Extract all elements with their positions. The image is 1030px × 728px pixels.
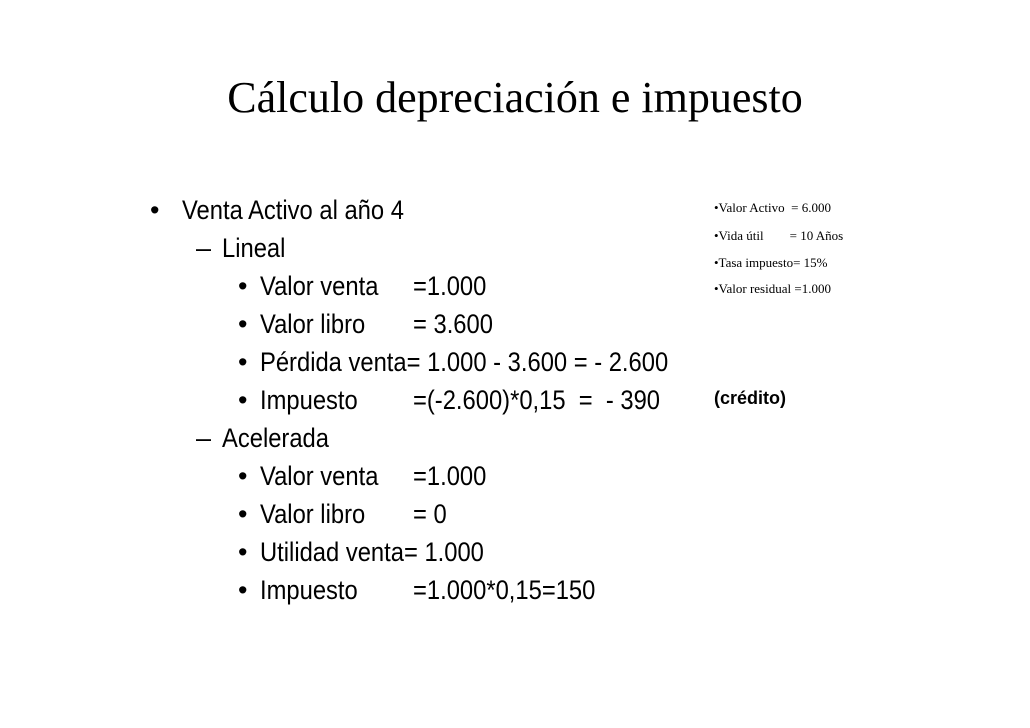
- sub-bullet: •: [238, 271, 248, 301]
- sub-bullet: •: [238, 461, 248, 491]
- level1-text: Venta Activo al año 4: [182, 195, 404, 225]
- sub-bullet: •: [238, 309, 248, 339]
- sub-bullet: •: [238, 575, 248, 605]
- side-note-valor-activo: •Valor Activo = 6.000: [714, 200, 831, 215]
- lineal-item-value: = 3.600: [413, 309, 493, 339]
- lineal-item-value: =(-2.600)*0,15 = - 390: [413, 385, 661, 415]
- side-note-valor-residual: •Valor residual =1.000: [714, 281, 831, 296]
- side-note-vida-util: •Vida útil = 10 Años: [714, 228, 844, 243]
- lineal-label: Lineal: [222, 233, 286, 263]
- lineal-item-label: Valor libro: [260, 309, 366, 339]
- side-note-tasa-impuesto: •Tasa impuesto= 15%: [714, 255, 828, 270]
- sub-bullet: •: [238, 499, 248, 529]
- lineal-dash: –: [196, 233, 212, 263]
- sub-bullet: •: [238, 537, 248, 567]
- lineal-item-label: Valor venta: [260, 271, 379, 301]
- credit-note: (crédito): [714, 388, 786, 408]
- level1-bullet: •: [150, 195, 160, 225]
- sub-bullet: •: [238, 347, 248, 377]
- sub-bullet: •: [238, 385, 248, 415]
- acelerada-label: Acelerada: [222, 423, 330, 453]
- acelerada-item-value: =1.000*0,15=150: [413, 575, 596, 605]
- acelerada-item-label: Impuesto: [260, 575, 358, 605]
- acelerada-dash: –: [196, 423, 212, 453]
- acelerada-item-label: Valor libro: [260, 499, 366, 529]
- acelerada-item-label: Valor venta: [260, 461, 379, 491]
- acelerada-item-value: = 0: [413, 499, 447, 529]
- lineal-item-label: Pérdida venta= 1.000 - 3.600 = - 2.600: [260, 347, 669, 377]
- slide-title: Cálculo depreciación e impuesto: [227, 73, 803, 122]
- acelerada-item-value: =1.000: [413, 461, 487, 491]
- lineal-item-value: =1.000: [413, 271, 487, 301]
- acelerada-item-label: Utilidad venta= 1.000: [260, 537, 484, 567]
- lineal-item-label: Impuesto: [260, 385, 358, 415]
